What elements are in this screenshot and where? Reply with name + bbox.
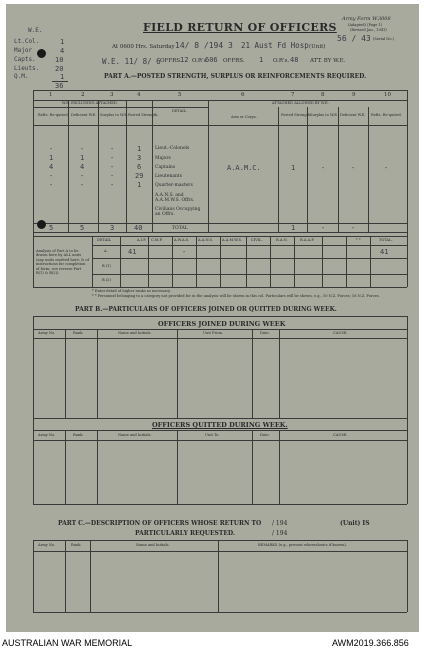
group-we-heading: W.E. EXCLUDING ATTACHED.: [62, 101, 118, 105]
joined-title: OFFICERS JOINED DURING WEEK: [158, 320, 286, 328]
att-by-we-label: ATT. BY W.E.: [310, 58, 346, 64]
col-number: 7: [291, 92, 295, 98]
rule: [407, 90, 408, 287]
rule: [407, 540, 408, 612]
col-number: 2: [81, 92, 85, 98]
part-c-unit-label: (Unit) IS: [340, 520, 370, 527]
joined-col-heading: Rank.: [73, 331, 84, 335]
rule: [65, 540, 66, 612]
rule: [33, 125, 407, 126]
rule: [246, 236, 247, 287]
cell-value: -: [80, 145, 85, 153]
ors1-label: O.R's.: [192, 58, 209, 64]
cell-value: 6: [137, 163, 142, 171]
analysis-heading: R.A.N.: [276, 238, 288, 242]
margin-value: 4: [60, 47, 65, 55]
archive-credit: AUSTRALIAN WAR MEMORIAL: [2, 638, 133, 648]
offrs1-value: 12: [180, 56, 189, 64]
rule: [33, 440, 407, 441]
cell-value: -: [110, 154, 115, 162]
punch-hole: [37, 220, 46, 229]
rule: [33, 338, 407, 339]
punch-hole: [37, 49, 46, 58]
group-attached-heading: ATTACHED ALLOWED BY W.E.: [272, 101, 329, 105]
total-cell: 3: [110, 224, 115, 232]
col-heading: DETAIL.: [172, 109, 188, 113]
rule: [33, 504, 407, 505]
col-heading: Deficient W.E.: [71, 113, 97, 117]
rule: [33, 540, 34, 612]
army-form-number: Army Form W.3008: [342, 16, 391, 22]
rule: [65, 329, 66, 418]
aif-value: 41: [128, 248, 137, 256]
analysis-heading: A.A.M.W.S.: [222, 238, 242, 242]
col-number: 1: [49, 92, 53, 98]
quitted-col-heading: Army No.: [38, 433, 56, 437]
rule: [92, 236, 93, 287]
part-b-heading: PART B.—PARTICULARS OF OFFICERS JOINED OR QUITTED DURING WEEK.: [75, 306, 337, 313]
analysis-heading: CIVIL.: [251, 238, 263, 242]
rank-label: Quarter-masters: [155, 183, 193, 188]
quitted-col-heading: Rank.: [73, 433, 84, 437]
rule: [338, 107, 339, 232]
rule: [322, 236, 323, 287]
margin-note: Lieuts.: [14, 65, 40, 72]
adapted-note: (Adapted) (Page 1): [348, 23, 383, 27]
total-label: TOTAL: [172, 226, 188, 231]
part-c-heading2: PARTICULARLY REQUESTED.: [135, 530, 235, 537]
arm-corps-value: A.A.M.C.: [227, 164, 261, 172]
rule: [92, 245, 407, 246]
col-number: 10: [384, 92, 391, 98]
col-heading: Refts. Re-quired.: [38, 113, 69, 117]
cell-value: -: [49, 181, 54, 189]
joined-col-heading: Unit From.: [203, 331, 224, 335]
rule: [33, 232, 407, 233]
cell-value: -: [49, 172, 54, 180]
rule: [307, 107, 308, 232]
analysis-heading: A.W.A.S.: [174, 238, 190, 242]
analysis-heading: A.A.N.S.: [198, 238, 214, 242]
cell-value: 3: [137, 154, 142, 162]
margin-note: Capts.: [14, 56, 36, 63]
part-c-col-heading: Rank.: [71, 543, 82, 547]
rule: [218, 540, 219, 612]
rule: [33, 329, 407, 330]
ors1-value: 606: [205, 56, 218, 64]
analysis-heading: * *: [356, 238, 361, 242]
margin-note: Lt.Col.: [14, 38, 40, 45]
rule: [279, 329, 280, 418]
cell-value: 1: [137, 145, 142, 153]
quitted-col-heading: Date.: [260, 433, 270, 437]
total-cell: 1: [291, 224, 296, 232]
col-heading: Surplus to W.E.: [100, 113, 128, 117]
rank-label: Lieutenants: [155, 174, 183, 179]
total-cell: -: [351, 224, 356, 232]
rule: [346, 236, 347, 287]
at-hours-label: At 0600 Hrs. Saturday: [112, 44, 175, 50]
col-number: 8: [321, 92, 325, 98]
offrs2-value: 1: [259, 56, 264, 64]
rule: [33, 107, 208, 108]
col-heading: Refts. Re-quired.: [371, 113, 402, 117]
joined-col-heading: CAUSE.: [333, 331, 348, 335]
rule: [252, 329, 253, 418]
rule: [196, 236, 197, 287]
rule: [126, 100, 127, 232]
analysis-heading: A.I.F.: [137, 238, 147, 242]
rule: [120, 236, 121, 287]
detail-row-label: A.: [104, 249, 108, 253]
attached-deficient-value: -: [351, 164, 356, 172]
col-heading: Surplus to W.E.: [310, 113, 338, 117]
rule: [252, 430, 253, 504]
form-title: FIELD RETURN OF OFFICERS: [143, 21, 337, 34]
footnote: * Enter detail of higher ranks as necessary.: [92, 289, 171, 293]
margin-value: 1: [60, 38, 65, 46]
rule: [279, 430, 280, 504]
rule: [177, 430, 178, 504]
attached-refts-value: -: [384, 164, 389, 172]
rule: [270, 236, 271, 287]
we-line: W.E. 11/ 8/ 6: [102, 57, 161, 66]
rule: [294, 236, 295, 287]
cell-value: 1: [137, 181, 142, 189]
analysis-heading: C.M.F.: [151, 238, 163, 242]
rule: [33, 90, 34, 287]
rule: [33, 418, 407, 419]
col-heading: Posted Strength.: [281, 113, 312, 117]
cell-value: 4: [49, 163, 54, 171]
rule: [33, 287, 407, 288]
analysis-note: Analysis of Part A to be drawn here by ALL units (any units omitted here: & of instructions for completion of form; see reverse Part B(1) & B(2)).: [36, 249, 89, 276]
rule: [33, 90, 407, 91]
quitted-col-heading: Name and Initials.: [118, 433, 152, 437]
rule: [68, 100, 69, 232]
joined-col-heading: Date.: [260, 331, 270, 335]
rule: [148, 236, 149, 287]
rule: [33, 612, 407, 613]
cell-value: 4: [80, 163, 85, 171]
cell-value: 1: [80, 154, 85, 162]
rank-label: Majors: [155, 156, 171, 161]
rule: [97, 329, 98, 418]
part-c-col-heading: REMARKS (e.g., present whereabouts if known).: [258, 543, 347, 547]
ors2-label: O.R's.: [273, 58, 290, 64]
cell-value: -: [80, 172, 85, 180]
part-c-heading: PART C.—DESCRIPTION OF OFFICERS WHOSE RETURN TO: [58, 520, 262, 527]
rule: [208, 100, 209, 232]
part-c-heading2-year: / 194: [272, 530, 288, 537]
return-date: 14/ 8 /194 3: [175, 41, 233, 50]
rule: [152, 100, 153, 232]
offrs2-label: OFFRS.: [223, 58, 245, 64]
margin-value: 10: [55, 56, 64, 64]
col-number: 5: [178, 92, 182, 98]
part-a-heading: PART A.—POSTED STRENGTH, SURPLUS OR REINFORCEMENTS REQUIRED.: [104, 73, 367, 80]
quitted-col-heading: CAUSE.: [333, 433, 348, 437]
rank-label: Civilians Occupying an Offrs.: [155, 207, 201, 218]
cell-value: -: [110, 145, 115, 153]
rule: [33, 430, 407, 431]
col-number: 9: [352, 92, 356, 98]
detail-heading: DETAIL: [97, 238, 112, 242]
rule: [98, 100, 99, 232]
attached-surplus-value: -: [321, 164, 326, 172]
offrs1-label: OFFRS.: [160, 58, 182, 64]
footnote: * * Personnel belonging to a category not provided for in the analysis will be shown in this col. Particulars will be shown, e.g., 10 N.Z. Forces; 16 N.Z. Forces.: [92, 294, 380, 298]
rule: [90, 540, 91, 612]
rule: [33, 316, 407, 317]
col-number: 6: [241, 92, 245, 98]
part-c-heading-year: / 194: [272, 520, 288, 527]
rule: [97, 430, 98, 504]
col-heading: Deficient W.E.: [340, 113, 366, 117]
detail-row-label: B.(2): [102, 278, 111, 282]
margin-value: 20: [55, 65, 64, 73]
quitted-col-heading: Unit To.: [205, 433, 220, 437]
cell-value: 29: [135, 172, 144, 180]
cmf-value: -: [182, 248, 187, 256]
rank-label: Captains: [155, 165, 176, 170]
form-sheet: [6, 4, 419, 632]
col-heading: Arm or Corps.: [231, 115, 257, 119]
cell-value: -: [110, 172, 115, 180]
cell-value: -: [80, 181, 85, 189]
col-number: 4: [137, 92, 141, 98]
revised-note: (Revised Jan., 1941): [350, 28, 387, 32]
quitted-title: OFFICERS QUITTED DURING WEEK.: [152, 421, 288, 429]
unit-name: 21 Aust Fd Hosp: [241, 41, 309, 50]
rule: [368, 107, 369, 232]
unit-label: (Unit): [309, 44, 326, 50]
joined-col-heading: Name and Initials.: [118, 331, 152, 335]
joined-col-heading: Army No.: [38, 331, 56, 335]
total-cell: -: [321, 224, 326, 232]
part-c-col-heading: Army No.: [38, 543, 56, 547]
detail-row-label: B.(1): [102, 264, 111, 268]
cell-value: -: [49, 145, 54, 153]
col-heading: Posted Strength.: [128, 113, 159, 117]
cell-value: -: [110, 163, 115, 171]
ors2-value: 48: [290, 56, 299, 64]
rule: [220, 236, 221, 287]
total-cell: 5: [49, 224, 54, 232]
col-number: 3: [110, 92, 114, 98]
rank-label: A.A.N.S. and A.A.M.W.S. Offrs.: [155, 193, 195, 204]
rank-label: Lieut.-Colonels: [155, 146, 190, 151]
rule: [65, 430, 66, 504]
rule: [370, 236, 371, 287]
total-cell: 40: [134, 224, 143, 232]
serial-number: 56 / 43: [337, 34, 371, 43]
margin-note: W.E.: [28, 27, 43, 34]
rule: [92, 274, 407, 275]
margin-note: Major: [14, 47, 33, 54]
part-c-col-heading: Name and Initials.: [136, 543, 170, 547]
analysis-heading: TOTAL.: [379, 238, 393, 242]
rule: [172, 236, 173, 287]
cell-value: 1: [49, 154, 54, 162]
rule: [407, 316, 408, 504]
rule: [33, 316, 34, 504]
margin-note: Q.M.: [14, 73, 29, 80]
margin-total: 36: [55, 82, 64, 90]
analysis-heading: R.A.A.F.: [300, 238, 315, 242]
accession-number: AWM2019.366.856: [332, 638, 409, 648]
rule: [177, 329, 178, 418]
margin-value: 1: [60, 73, 65, 81]
rule: [278, 107, 279, 232]
serial-label: (Serial No.): [373, 37, 395, 41]
total-cell: 5: [80, 224, 85, 232]
rule: [92, 258, 407, 259]
cell-value: -: [110, 181, 115, 189]
analysis-total-value: 41: [380, 248, 389, 256]
attached-posted-value: 1: [291, 164, 296, 172]
